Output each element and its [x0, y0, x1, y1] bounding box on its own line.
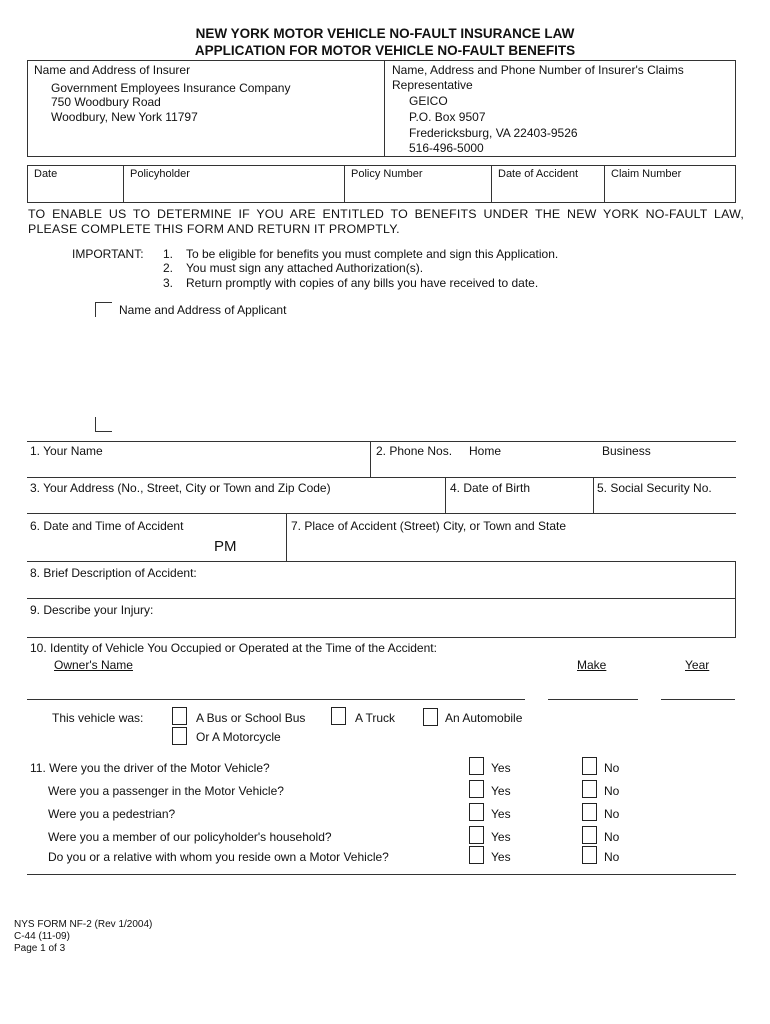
motorcycle-option-label: Or A Motorcycle: [196, 730, 281, 744]
bus-option-label: A Bus or School Bus: [196, 711, 306, 725]
important-num-2: 2.: [163, 261, 174, 275]
header-divider-2: [344, 165, 345, 203]
grid-line-5: [27, 598, 736, 599]
important-num-1: 1.: [163, 247, 174, 261]
home-phone-field[interactable]: Home: [469, 444, 502, 458]
own-vehicle-no-label: No: [604, 850, 620, 864]
form-title: NEW YORK MOTOR VEHICLE NO-FAULT INSURANCE LAW: [195, 26, 575, 41]
important-num-3: 3.: [163, 276, 174, 290]
applicant-label: Name and Address of Applicant: [119, 303, 287, 317]
owners-name-input-line[interactable]: [27, 699, 525, 700]
grid-right-edge: [735, 561, 736, 638]
household-yes-label: Yes: [491, 830, 511, 844]
truck-checkbox[interactable]: [331, 707, 346, 725]
household-yes-checkbox[interactable]: [469, 826, 484, 844]
claims-rep-name: GEICO: [409, 94, 448, 108]
bus-checkbox[interactable]: [172, 707, 187, 725]
address-window-top-corner: [95, 302, 112, 317]
grid-line-6: [27, 637, 736, 638]
driver-no-label: No: [604, 761, 620, 775]
year-label: Year: [685, 658, 710, 672]
date-of-birth-field[interactable]: 4. Date of Birth: [450, 481, 531, 495]
insurer-city: Woodbury, New York 11797: [51, 110, 198, 124]
own-vehicle-yes-checkbox[interactable]: [469, 846, 484, 864]
owners-name-label: Owner's Name: [54, 658, 133, 672]
vehicle-identity-label: 10. Identity of Vehicle You Occupied or Operated at the Time of the Accident:: [30, 641, 437, 655]
address-window-bottom-corner: [95, 417, 112, 432]
phone-nos-label: 2. Phone Nos.: [376, 444, 453, 458]
describe-injury-field[interactable]: 9. Describe your Injury:: [30, 603, 154, 617]
grid-line-3: [27, 513, 736, 514]
pedestrian-no-label: No: [604, 807, 620, 821]
question-pedestrian: Were you a pedestrian?: [48, 807, 176, 821]
make-input-line[interactable]: [548, 699, 638, 700]
household-no-label: No: [604, 830, 620, 844]
your-name-field[interactable]: 1. Your Name: [30, 444, 103, 458]
passenger-no-label: No: [604, 784, 620, 798]
question-household: Were you a member of our policyholder's household?: [48, 830, 332, 844]
page-number: Page 1 of 3: [14, 943, 66, 954]
question-driver: 11. Were you the driver of the Motor Vehicle?: [30, 761, 270, 775]
intro-text-line2: PLEASE COMPLETE THIS FORM AND RETURN IT PROMPTLY.: [28, 222, 400, 236]
section-end-line: [27, 874, 736, 875]
date-time-accident-field[interactable]: 6. Date and Time of Accident: [30, 519, 184, 533]
automobile-checkbox[interactable]: [423, 708, 438, 726]
insurer-label: Name and Address of Insurer: [34, 63, 191, 77]
form-number: NYS FORM NF-2 (Rev 1/2004): [14, 919, 153, 930]
question-passenger: Were you a passenger in the Motor Vehicle?: [48, 784, 284, 798]
grid-vline-address-dob: [445, 477, 446, 513]
driver-no-checkbox[interactable]: [582, 757, 597, 775]
claims-rep-label-2: Representative: [392, 78, 473, 92]
header-divider-1: [123, 165, 124, 203]
question-own-vehicle: Do you or a relative with whom you reside own a Motor Vehicle?: [48, 850, 389, 864]
automobile-option-label: An Automobile: [445, 711, 523, 725]
grid-vline-dob-ssn: [593, 477, 594, 513]
brief-description-field[interactable]: 8. Brief Description of Accident:: [30, 566, 197, 580]
important-item-3: Return promptly with copies of any bills you have received to date.: [186, 276, 539, 290]
address-field[interactable]: 3. Your Address (No., Street, City or Town and Zip Code): [30, 481, 331, 495]
vehicle-was-label: This vehicle was:: [52, 711, 144, 725]
grid-line-2: [27, 477, 736, 478]
header-divider-4: [604, 165, 605, 203]
place-of-accident-field[interactable]: 7. Place of Accident (Street) City, or Town and State: [291, 519, 567, 533]
important-item-1: To be eligible for benefits you must complete and sign this Application.: [186, 247, 559, 261]
pedestrian-yes-checkbox[interactable]: [469, 803, 484, 821]
claims-rep-label: Name, Address and Phone Number of Insurer's Claims: [392, 63, 684, 77]
important-item-2: You must sign any attached Authorization(s).: [186, 261, 424, 275]
policyholder-field-label[interactable]: Policyholder: [130, 168, 190, 180]
date-of-accident-field-label[interactable]: Date of Accident: [498, 168, 579, 180]
claims-rep-pobox: P.O. Box 9507: [409, 110, 486, 124]
pm-indicator: PM: [214, 538, 237, 555]
passenger-yes-label: Yes: [491, 784, 511, 798]
important-label: IMPORTANT:: [72, 247, 144, 261]
grid-vline-date-place: [286, 513, 287, 561]
ssn-field[interactable]: 5. Social Security No.: [597, 481, 712, 495]
passenger-yes-checkbox[interactable]: [469, 780, 484, 798]
claims-rep-phone: 516-496-5000: [409, 141, 484, 155]
policy-number-field-label[interactable]: Policy Number: [351, 168, 423, 180]
business-phone-field[interactable]: Business: [602, 444, 651, 458]
household-no-checkbox[interactable]: [582, 826, 597, 844]
driver-yes-checkbox[interactable]: [469, 757, 484, 775]
pedestrian-yes-label: Yes: [491, 807, 511, 821]
pedestrian-no-checkbox[interactable]: [582, 803, 597, 821]
driver-yes-label: Yes: [491, 761, 511, 775]
passenger-no-checkbox[interactable]: [582, 780, 597, 798]
motorcycle-checkbox[interactable]: [172, 727, 187, 745]
make-label: Make: [577, 658, 607, 672]
date-field-label[interactable]: Date: [34, 168, 58, 180]
insurer-name: Government Employees Insurance Company: [51, 81, 291, 95]
claim-number-field-label[interactable]: Claim Number: [611, 168, 682, 180]
claims-rep-city: Fredericksburg, VA 22403-9526: [409, 126, 578, 140]
grid-vline-name-phone: [370, 441, 371, 477]
insurer-divider: [384, 60, 385, 157]
header-divider-3: [491, 165, 492, 203]
form-subtitle: APPLICATION FOR MOTOR VEHICLE NO-FAULT BENEFITS: [194, 43, 576, 58]
truck-option-label: A Truck: [355, 711, 396, 725]
grid-line-4: [27, 561, 736, 562]
year-input-line[interactable]: [661, 699, 735, 700]
grid-line-1: [27, 441, 736, 442]
own-vehicle-no-checkbox[interactable]: [582, 846, 597, 864]
insurer-street: 750 Woodbury Road: [51, 95, 161, 109]
intro-text-line1: TO ENABLE US TO DETERMINE IF YOU ARE ENTITLED TO BENEFITS UNDER THE NEW YORK NO-FAULT LAW,: [28, 207, 744, 221]
own-vehicle-yes-label: Yes: [491, 850, 511, 864]
form-code: C-44 (11-09): [14, 931, 70, 942]
